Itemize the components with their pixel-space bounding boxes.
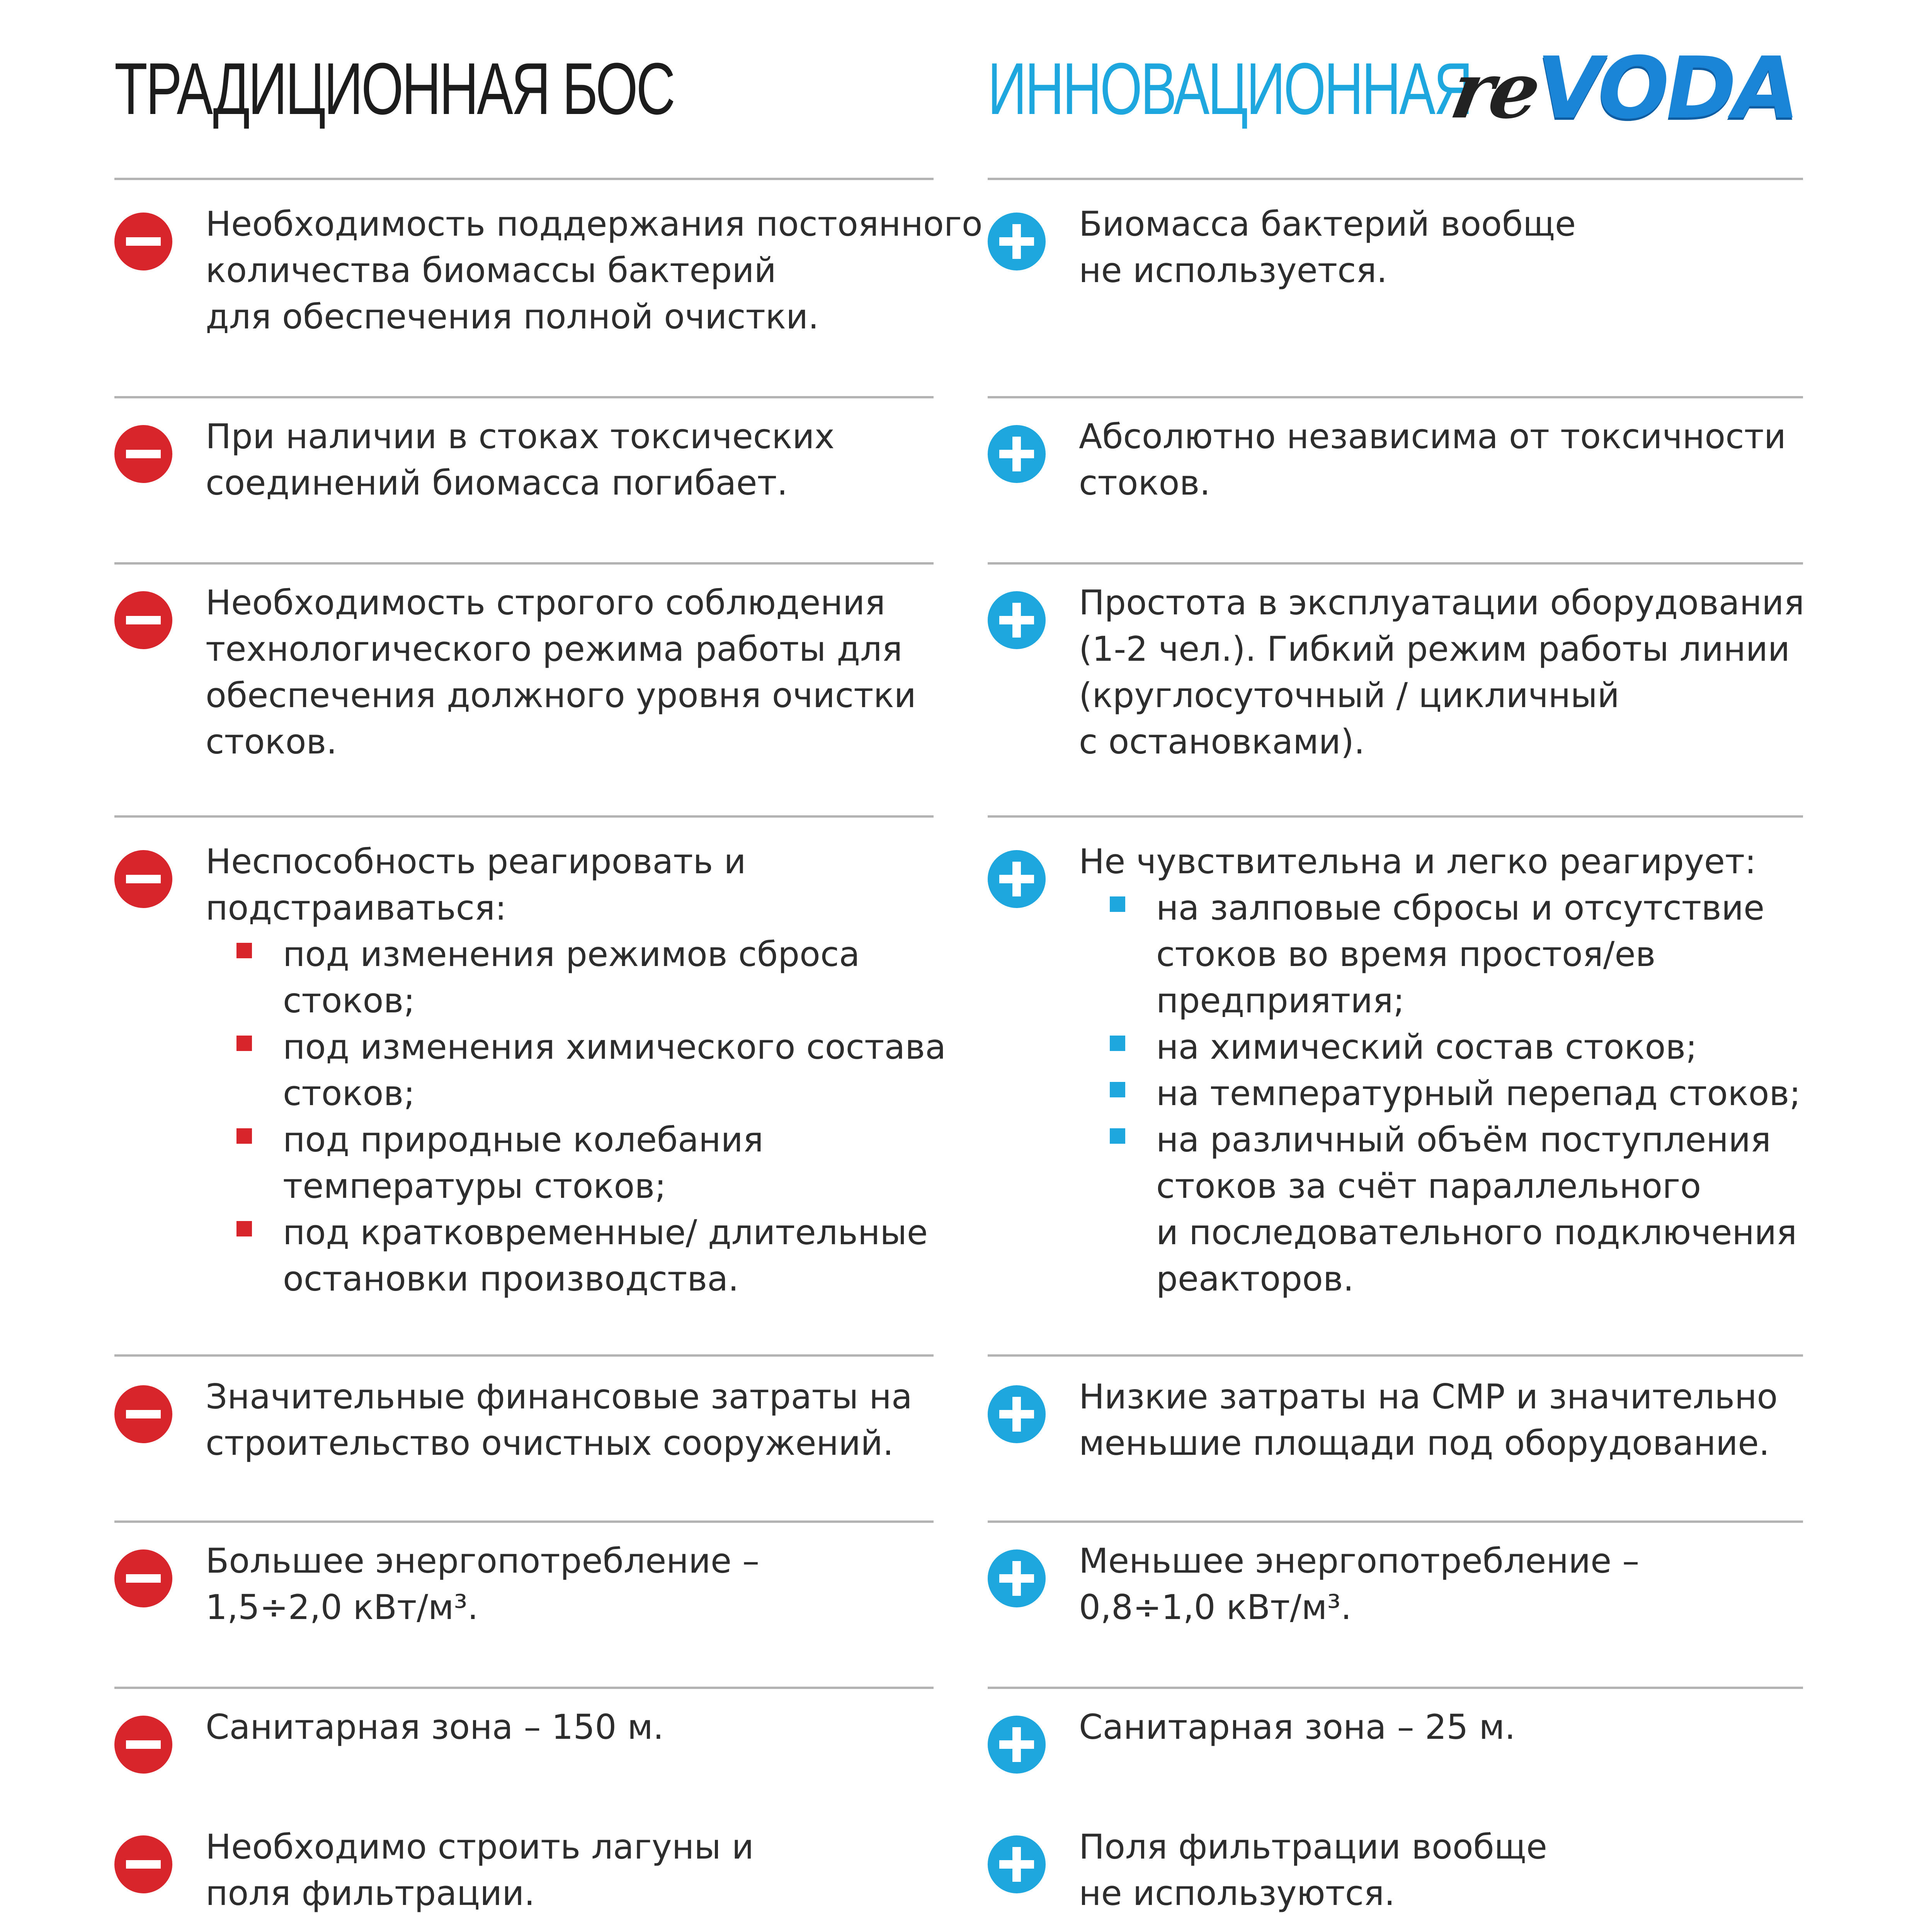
right-row-text — [1079, 1374, 1778, 1466]
sub-item-line: стоков; — [283, 981, 415, 1020]
sub-item-line: на химический состав стоков; — [1156, 1027, 1697, 1067]
right-divider-5 — [988, 1520, 1803, 1523]
row-line: соединений биомасса погибает. — [206, 463, 788, 503]
left-row-text — [206, 1704, 664, 1750]
left-divider-3 — [114, 815, 934, 818]
logo-voda: VODA — [1528, 39, 1803, 138]
square-bullet-icon — [1110, 1128, 1125, 1144]
right-row-text — [1079, 1824, 1547, 1917]
row-line: Не чувствительна и легко реагирует: — [1079, 842, 1756, 881]
sub-item-line: под природные колебания — [283, 1120, 764, 1160]
minus-circle-icon — [114, 425, 172, 483]
row-line: (1-2 чел.). Гибкий режим работы линии — [1079, 629, 1790, 669]
right-divider-0 — [988, 178, 1803, 180]
square-bullet-icon — [236, 1036, 252, 1051]
row-line: подстраиваться: — [206, 888, 507, 928]
row-line: количества биомассы бактерий — [206, 250, 776, 290]
sub-item-line: под изменения режимов сброса — [283, 934, 860, 974]
square-bullet-icon — [236, 943, 252, 958]
minus-circle-icon — [114, 1549, 172, 1607]
row-line: стоков. — [206, 722, 337, 762]
minus-circle-icon — [114, 591, 172, 649]
sub-item-line: и последовательного подключения — [1156, 1213, 1797, 1252]
right-row-text — [1079, 1704, 1516, 1750]
sub-list-item — [206, 1117, 946, 1209]
sub-item-line: на температурный перепад стоков; — [1156, 1073, 1801, 1113]
left-divider-0 — [114, 178, 934, 180]
row-line: Биомасса бактерий вообще — [1079, 204, 1576, 244]
square-bullet-icon — [1110, 896, 1125, 912]
row-line: 1,5÷2,0 кВт/м³. — [206, 1587, 478, 1627]
row-line: Необходимость строгого соблюдения — [206, 583, 886, 622]
left-row-text — [206, 580, 916, 765]
left-column-title: ТРАДИЦИОННАЯ БОС — [114, 48, 674, 130]
right-row-text — [1079, 201, 1576, 294]
square-bullet-icon — [1110, 1036, 1125, 1051]
row-line: Необходимо строить лагуны и — [206, 1827, 754, 1867]
left-divider-6 — [114, 1687, 934, 1689]
row-line: Абсолютно независима от токсичности — [1079, 417, 1786, 456]
left-row-text — [206, 1374, 912, 1466]
row-line: технологического режима работы для — [206, 629, 903, 669]
left-divider-2 — [114, 562, 934, 565]
square-bullet-icon — [236, 1128, 252, 1144]
sub-list-item — [206, 1209, 946, 1302]
left-divider-5 — [114, 1520, 934, 1523]
sub-list-item — [1079, 885, 1801, 1024]
sub-list-item — [1079, 1024, 1801, 1070]
sub-item-line: температуры стоков; — [283, 1166, 666, 1206]
left-row-text — [206, 1824, 754, 1917]
row-line: Необходимость поддержания постоянного — [206, 204, 983, 244]
sub-list-item — [1079, 1117, 1801, 1302]
sub-item-line: под кратковременные/ длительные — [283, 1213, 928, 1252]
plus-circle-icon — [988, 1716, 1046, 1774]
row-line: с остановками). — [1079, 722, 1365, 762]
sub-list-item — [1079, 1070, 1801, 1117]
plus-circle-icon — [988, 213, 1046, 270]
sub-item-line: остановки производства. — [283, 1259, 739, 1299]
square-bullet-icon — [236, 1221, 252, 1236]
right-row-text — [1079, 838, 1801, 1302]
right-row-text — [1079, 580, 1804, 765]
left-divider-1 — [114, 396, 934, 398]
sub-list-item — [206, 1024, 946, 1117]
sub-item-line: стоков за счёт параллельного — [1156, 1166, 1701, 1206]
logo-re: re — [1444, 45, 1544, 136]
plus-circle-icon — [988, 1835, 1046, 1893]
row-line: не используется. — [1079, 250, 1388, 290]
minus-circle-icon — [114, 850, 172, 908]
row-line: Меньшее энергопотребление – — [1079, 1541, 1640, 1581]
row-line: для обеспечения полной очистки. — [206, 297, 819, 337]
row-line: Большее энергопотребление – — [206, 1541, 760, 1581]
row-line: обеспечения должного уровня очистки — [206, 675, 916, 715]
square-bullet-icon — [1110, 1082, 1125, 1097]
plus-circle-icon — [988, 425, 1046, 483]
row-line: 0,8÷1,0 кВт/м³. — [1079, 1587, 1352, 1627]
row-line: стоков. — [1079, 463, 1211, 503]
right-column-title: ИННОВАЦИОННАЯ — [988, 48, 1471, 130]
minus-circle-icon — [114, 1385, 172, 1443]
left-row-text — [206, 838, 946, 1302]
row-line: Поля фильтрации вообще — [1079, 1827, 1547, 1867]
minus-circle-icon — [114, 213, 172, 270]
left-row-text — [206, 1538, 759, 1631]
sub-item-line: стоков во время простоя/ев — [1156, 934, 1656, 974]
sub-item-line: на залповые сбросы и отсутствие — [1156, 888, 1765, 928]
sub-list-item — [206, 931, 946, 1024]
sub-item-line: под изменения химического состава — [283, 1027, 946, 1067]
left-divider-4 — [114, 1354, 934, 1357]
row-line: Санитарная зона – 150 м. — [206, 1707, 664, 1747]
row-line: Низкие затраты на СМР и значительно — [1079, 1377, 1778, 1417]
left-row-text — [206, 201, 983, 340]
row-line: строительство очистных сооружений. — [206, 1423, 894, 1463]
row-line: Простота в эксплуатации оборудования — [1079, 583, 1805, 622]
right-divider-2 — [988, 562, 1803, 565]
row-line: меньшие площади под оборудование. — [1079, 1423, 1770, 1463]
right-row-text — [1079, 1538, 1639, 1631]
sub-list — [206, 931, 946, 1302]
sub-item-line: реакторов. — [1156, 1259, 1354, 1299]
sub-item-line: предприятия; — [1156, 981, 1405, 1020]
sub-item-line: на различный объём поступления — [1156, 1120, 1771, 1160]
row-line: (круглосуточный / цикличный — [1079, 675, 1619, 715]
row-line: Санитарная зона – 25 м. — [1079, 1707, 1516, 1747]
plus-circle-icon — [988, 1549, 1046, 1607]
row-line: При наличии в стоках токсических — [206, 417, 835, 456]
right-divider-6 — [988, 1687, 1803, 1689]
right-divider-4 — [988, 1354, 1803, 1357]
row-line: поля фильтрации. — [206, 1873, 535, 1913]
row-line: Значительные финансовые затраты на — [206, 1377, 912, 1417]
sub-list — [1079, 885, 1801, 1302]
plus-circle-icon — [988, 850, 1046, 908]
minus-circle-icon — [114, 1716, 172, 1774]
right-divider-1 — [988, 396, 1803, 398]
right-row-text — [1079, 413, 1786, 506]
row-line: не используются. — [1079, 1873, 1395, 1913]
revoda-logo — [1444, 39, 1803, 138]
sub-item-line: стоков; — [283, 1073, 415, 1113]
plus-circle-icon — [988, 1385, 1046, 1443]
right-divider-3 — [988, 815, 1803, 818]
minus-circle-icon — [114, 1835, 172, 1893]
row-line: Неспособность реагировать и — [206, 842, 746, 881]
plus-circle-icon — [988, 591, 1046, 649]
left-row-text — [206, 413, 835, 506]
